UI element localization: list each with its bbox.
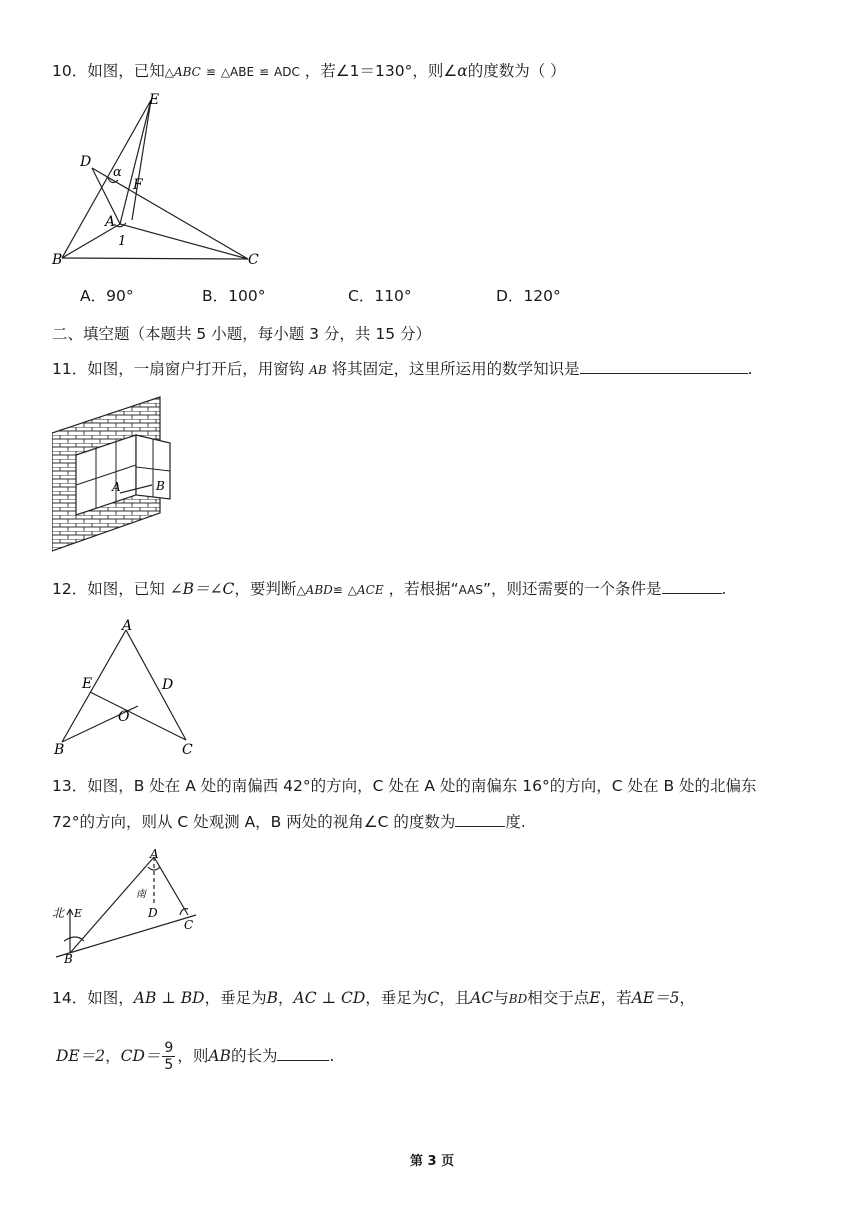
q10-label-d: D xyxy=(80,154,92,170)
q14-ab: AB xyxy=(208,1047,231,1065)
q14-text2: ，垂足为 xyxy=(204,989,267,1007)
q10-tri1: △ABC xyxy=(164,65,201,79)
q12-tri2: △ACE xyxy=(347,583,384,597)
q11-figure xyxy=(52,395,182,555)
q10-text1: 如图，已知 xyxy=(87,62,165,80)
q10-label-alpha: α xyxy=(113,165,122,180)
q14-bd: BD xyxy=(508,992,528,1006)
q12-label-a: A xyxy=(122,618,133,634)
q14-text3: ， xyxy=(278,989,294,1007)
q12-condition: ∠B＝∠C xyxy=(169,580,235,598)
q11-ab: AB xyxy=(309,363,327,377)
q10-label-1: 1 xyxy=(118,234,127,249)
q14-de: DE＝2 xyxy=(56,1047,106,1065)
option-letter: D． xyxy=(496,287,524,305)
q11-label-a: A xyxy=(112,480,121,494)
q14-text5: ，且 xyxy=(439,989,471,1007)
q14-text9: ， xyxy=(679,989,695,1007)
q14-b: B xyxy=(266,989,278,1007)
q10-tri3: ADC xyxy=(274,65,300,79)
q14-text6: 与 xyxy=(493,989,509,1007)
q11-number: 11． xyxy=(52,360,88,378)
q10-cong2: ≌ xyxy=(259,65,270,79)
q13-label-nan: 南 xyxy=(136,889,146,900)
q11-label-b: B xyxy=(156,479,165,493)
q13-label-a: A xyxy=(150,847,159,861)
q12-aas: AAS xyxy=(458,583,483,597)
q11-end: . xyxy=(747,360,753,378)
q14-text10: ， xyxy=(105,1047,121,1065)
q14-fraction xyxy=(162,1040,175,1073)
q10-stem xyxy=(52,60,566,83)
page-number: 第 3 页 xyxy=(410,1154,455,1169)
q13-line2 xyxy=(52,810,526,833)
q11-answer-blank[interactable] xyxy=(580,357,748,374)
q10-label-a: A xyxy=(105,214,116,230)
q12-end: . xyxy=(721,580,727,598)
q10-option-d[interactable] xyxy=(496,284,561,306)
q13-answer-blank[interactable] xyxy=(455,810,505,827)
q12-number: 12． xyxy=(52,580,88,598)
option-letter: B． xyxy=(202,287,229,305)
q10-label-f: F xyxy=(133,177,143,193)
q10-label-c: C xyxy=(248,252,259,268)
q14-frac-den: 5 xyxy=(164,1057,174,1073)
q13-figure xyxy=(50,845,210,965)
q12-text2: ，要判断 xyxy=(234,580,297,598)
q12-stem xyxy=(52,577,726,601)
q12-text3: ，若根据“ xyxy=(388,580,459,598)
q10-label-b: B xyxy=(52,252,63,268)
q10-option-b[interactable] xyxy=(202,284,265,306)
q10-text2: ，若∠1＝130°，则∠ xyxy=(304,62,458,80)
q12-label-c: C xyxy=(182,742,193,758)
q13-line1 xyxy=(52,775,757,797)
q10-text3: 的度数为（ ） xyxy=(467,62,566,80)
q12-text4: ”，则还需要的一个条件是 xyxy=(482,580,662,598)
option-value: 120° xyxy=(523,287,561,305)
q14-c: C xyxy=(427,989,440,1007)
q10-cong1: ≌ xyxy=(205,65,216,79)
q13-label-b: B xyxy=(64,952,73,965)
option-letter: C． xyxy=(348,287,375,305)
q13-text-line1: 如图，B 处在 A 处的南偏西 42°的方向，C 处在 A 处的南偏东 16°的方向，C 处在 B 处的北偏东 xyxy=(87,777,757,795)
q11-text2: 将其固定，这里所运用的数学知识是 xyxy=(331,360,580,378)
q13-number: 13． xyxy=(52,777,88,795)
option-value: 110° xyxy=(374,287,412,305)
q14-text4: ，垂足为 xyxy=(365,989,428,1007)
q13-text-line2b: 度. xyxy=(505,813,526,831)
q14-e: E xyxy=(589,989,601,1007)
q10-figure xyxy=(50,92,270,272)
q12-figure xyxy=(50,616,210,758)
q10-alpha: α xyxy=(457,62,468,80)
q14-answer-blank[interactable] xyxy=(277,1044,329,1061)
q13-label-bei: 北 xyxy=(52,906,65,920)
q12-label-e: E xyxy=(82,676,93,692)
q12-label-d: D xyxy=(162,677,174,693)
q10-label-e: E xyxy=(149,92,160,108)
q10-option-c[interactable] xyxy=(348,284,412,306)
q10-option-a[interactable] xyxy=(80,284,134,306)
q14-line2 xyxy=(56,1040,334,1073)
q14-frac-num: 9 xyxy=(164,1040,174,1056)
option-value: 100° xyxy=(228,287,266,305)
q12-tri1: △ABD xyxy=(296,583,333,597)
q11-text1: 如图，一扇窗户打开后，用窗钩 xyxy=(87,360,305,378)
q14-end: . xyxy=(329,1047,335,1065)
q14-number: 14． xyxy=(52,989,88,1007)
q13-label-c: C xyxy=(184,918,194,932)
q12-answer-blank[interactable] xyxy=(662,577,722,594)
q14-ac: AC xyxy=(470,989,494,1007)
q13-label-d: D xyxy=(148,906,158,920)
q13-text-line2a: 72°的方向，则从 C 处观测 A，B 两处的视角∠C 的度数为 xyxy=(52,813,456,831)
q14-ac-perp-cd: AC ⊥ CD xyxy=(293,989,366,1007)
option-letter: A． xyxy=(80,287,107,305)
q13-label-e: E xyxy=(74,907,83,920)
q14-text7: 相交于点 xyxy=(527,989,590,1007)
option-value: 90° xyxy=(106,287,134,305)
q14-cd: CD＝ xyxy=(120,1047,161,1065)
q12-label-b: B xyxy=(54,742,65,758)
q12-label-o: O xyxy=(118,709,130,725)
q10-tri2: △ABE xyxy=(220,65,255,79)
section2-title: 二、填空题（本题共 5 小题，每小题 3 分，共 15 分） xyxy=(52,325,432,343)
q12-cong: ≌ xyxy=(332,583,343,597)
q11-stem xyxy=(52,357,753,381)
q14-text12: 的长为 xyxy=(230,1047,278,1065)
q14-text1: 如图， xyxy=(87,989,134,1007)
q14-ae: AE＝5 xyxy=(631,989,680,1007)
q14-text11: ，则 xyxy=(177,1047,209,1065)
q10-number: 10． xyxy=(52,62,88,80)
q14-line1 xyxy=(52,987,695,1010)
q14-ab-perp-bd: AB ⊥ BD xyxy=(133,989,205,1007)
q14-text8: ，若 xyxy=(600,989,632,1007)
q12-text1: 如图，已知 xyxy=(87,580,165,598)
